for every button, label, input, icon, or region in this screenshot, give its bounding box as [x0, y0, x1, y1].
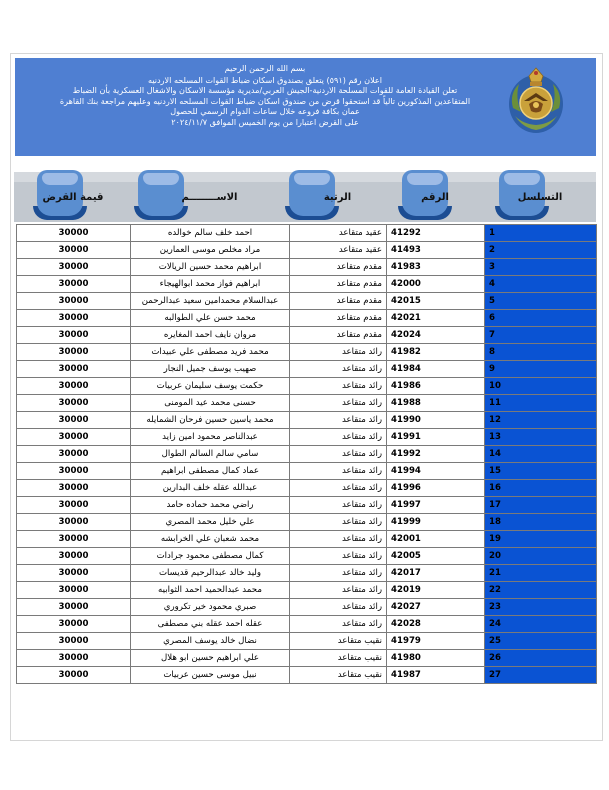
- number-cell: 41982: [387, 344, 485, 361]
- table-row: [17, 599, 597, 616]
- number-cell: 41980: [387, 650, 485, 667]
- sequence-cell: 11: [485, 395, 597, 412]
- rank-cell: رائد متقاعد: [290, 463, 387, 480]
- name-cell: محمد ياسين حسين فرحان الشمايله: [131, 412, 290, 429]
- name-cell: عبدالناصر محمود امين زايد: [131, 429, 290, 446]
- sequence-cell: 16: [485, 480, 597, 497]
- loan-amount-cell: 30000: [17, 650, 131, 667]
- table-row: [17, 633, 597, 650]
- rank-cell: مقدم متقاعد: [290, 327, 387, 344]
- loan-amount-cell: 30000: [17, 582, 131, 599]
- table-row: [17, 412, 597, 429]
- name-cell: ابراهيم محمد حسين الريالات: [131, 259, 290, 276]
- loan-amount-cell: 30000: [17, 633, 131, 650]
- rank-cell: نقيب متقاعد: [290, 667, 387, 684]
- loan-amount-cell: 30000: [17, 293, 131, 310]
- number-cell: 41493: [387, 242, 485, 259]
- number-cell: 41999: [387, 514, 485, 531]
- sequence-cell: 22: [485, 582, 597, 599]
- name-cell: نضال خالد يوسف المصري: [131, 633, 290, 650]
- announcement-line: على القرض اعتبارا من يوم الخميس الموافق ٢٠٢٤/١١/٧: [171, 116, 359, 127]
- sequence-cell: 10: [485, 378, 597, 395]
- rank-cell: رائد متقاعد: [290, 446, 387, 463]
- table-row: [17, 242, 597, 259]
- announcement-line: اعلان رقم (٥٩١) يتعلق بصندوق اسكان ضباط القوات المسلحه الاردنيه: [147, 74, 383, 85]
- table-row: [17, 497, 597, 514]
- number-cell: 41990: [387, 412, 485, 429]
- number-cell: 42028: [387, 616, 485, 633]
- table-row: [17, 480, 597, 497]
- sequence-cell: 3: [485, 259, 597, 276]
- rank-cell: رائد متقاعد: [290, 565, 387, 582]
- name-cell: احمد خلف سالم خوالده: [131, 225, 290, 242]
- table-row: [17, 565, 597, 582]
- table-row: [17, 667, 597, 684]
- rank-cell: رائد متقاعد: [290, 599, 387, 616]
- number-cell: 42024: [387, 327, 485, 344]
- number-cell: 42015: [387, 293, 485, 310]
- rank-cell: رائد متقاعد: [290, 480, 387, 497]
- name-cell: ابراهيم فواز محمد ابوالهيجاء: [131, 276, 290, 293]
- table-row: [17, 650, 597, 667]
- sequence-cell: 24: [485, 616, 597, 633]
- name-cell: علي خليل محمد المصري: [131, 514, 290, 531]
- sequence-cell: 27: [485, 667, 597, 684]
- loan-amount-cell: 30000: [17, 395, 131, 412]
- sequence-cell: 17: [485, 497, 597, 514]
- table-row: [17, 548, 597, 565]
- number-cell: 41986: [387, 378, 485, 395]
- rank-cell: نقيب متقاعد: [290, 633, 387, 650]
- name-cell: نبيل موسى حسين عربيات: [131, 667, 290, 684]
- header-sequence: التسلسل: [517, 192, 563, 203]
- header-loan: قيمة القرض: [42, 192, 104, 203]
- sequence-cell: 21: [485, 565, 597, 582]
- table-row: [17, 463, 597, 480]
- table-row: [17, 616, 597, 633]
- name-cell: محمد شعبان علي الخرابشه: [131, 531, 290, 548]
- rank-cell: مقدم متقاعد: [290, 276, 387, 293]
- loan-amount-cell: 30000: [17, 616, 131, 633]
- name-cell: حسنى محمد عيد المومنى: [131, 395, 290, 412]
- loan-amount-cell: 30000: [17, 242, 131, 259]
- rank-cell: عقيد متقاعد: [290, 242, 387, 259]
- rank-cell: رائد متقاعد: [290, 361, 387, 378]
- sequence-cell: 13: [485, 429, 597, 446]
- loan-amount-cell: 30000: [17, 412, 131, 429]
- name-cell: مراد مخلص موسى العمارين: [131, 242, 290, 259]
- header-rank: الرتبة: [323, 192, 352, 203]
- sequence-cell: 23: [485, 599, 597, 616]
- number-cell: 42017: [387, 565, 485, 582]
- announcement-line: المتقاعدين المذكورين تالياً قد استحقوا قرض من صندوق اسكان ضباط القوات المسلحه الاردنيه وعليهم مراجعة بنك القاهرة: [59, 95, 471, 106]
- table-row: [17, 327, 597, 344]
- loan-amount-cell: 30000: [17, 429, 131, 446]
- table-row: [17, 582, 597, 599]
- table-row: [17, 344, 597, 361]
- loan-amount-cell: 30000: [17, 548, 131, 565]
- rank-cell: رائد متقاعد: [290, 395, 387, 412]
- number-cell: 42000: [387, 276, 485, 293]
- table-row: [17, 378, 597, 395]
- number-cell: 41987: [387, 667, 485, 684]
- sequence-cell: 2: [485, 242, 597, 259]
- rank-cell: نقيب متقاعد: [290, 650, 387, 667]
- name-cell: حكمت يوسف سليمان عربيات: [131, 378, 290, 395]
- announcement-line: عمان بكافة فروعه خلال ساعات الدوام الرسمي للحصول: [170, 106, 360, 117]
- rank-cell: رائد متقاعد: [290, 378, 387, 395]
- sequence-cell: 7: [485, 327, 597, 344]
- name-cell: علي ابراهيم حسين ابو هلال: [131, 650, 290, 667]
- number-cell: 42005: [387, 548, 485, 565]
- jordan-armed-forces-emblem-icon: [505, 64, 567, 136]
- number-cell: 41991: [387, 429, 485, 446]
- sequence-cell: 12: [485, 412, 597, 429]
- number-cell: 42019: [387, 582, 485, 599]
- table-row: [17, 395, 597, 412]
- sequence-cell: 1: [485, 225, 597, 242]
- rank-cell: رائد متقاعد: [290, 548, 387, 565]
- name-cell: عبدالله عقله خلف البدارين: [131, 480, 290, 497]
- name-cell: صبري محمود خير تكروري: [131, 599, 290, 616]
- loan-amount-cell: 30000: [17, 344, 131, 361]
- header-name: الاســــــــم: [181, 192, 238, 203]
- loan-amount-cell: 30000: [17, 225, 131, 242]
- rank-cell: مقدم متقاعد: [290, 293, 387, 310]
- number-cell: 41997: [387, 497, 485, 514]
- loan-amount-cell: 30000: [17, 378, 131, 395]
- rank-cell: رائد متقاعد: [290, 497, 387, 514]
- sequence-cell: 20: [485, 548, 597, 565]
- loan-amount-cell: 30000: [17, 531, 131, 548]
- table-row: [17, 514, 597, 531]
- loan-amount-cell: 30000: [17, 259, 131, 276]
- loan-amount-cell: 30000: [17, 480, 131, 497]
- rank-cell: مقدم متقاعد: [290, 310, 387, 327]
- rank-cell: رائد متقاعد: [290, 344, 387, 361]
- announcement-line: تعلن القيادة العامة للقوات المسلحة الاردنية-الجيش العربي/مديرية مؤسسة الاسكان والاشغال العسكرية بأن الضباط: [72, 85, 458, 96]
- name-cell: مروان نايف احمد المغايره: [131, 327, 290, 344]
- name-cell: صهيب يوسف جميل النجار: [131, 361, 290, 378]
- number-cell: 42001: [387, 531, 485, 548]
- sequence-cell: 19: [485, 531, 597, 548]
- basmala: بسم الله الرحمن الرحيم: [224, 64, 306, 73]
- table-row: [17, 531, 597, 548]
- table-row: [17, 361, 597, 378]
- table-row: [17, 276, 597, 293]
- name-cell: عبدالسلام محمدامين سعيد عبدالرحمن: [131, 293, 290, 310]
- rank-cell: عقيد متقاعد: [290, 225, 387, 242]
- number-cell: 42021: [387, 310, 485, 327]
- rank-cell: رائد متقاعد: [290, 582, 387, 599]
- name-cell: محمد عبدالحميد احمد الثوابيه: [131, 582, 290, 599]
- table-row: [17, 259, 597, 276]
- rank-cell: مقدم متقاعد: [290, 259, 387, 276]
- loan-amount-cell: 30000: [17, 310, 131, 327]
- sequence-cell: 6: [485, 310, 597, 327]
- rank-cell: رائد متقاعد: [290, 616, 387, 633]
- name-cell: عماد كمال مصطفى ابراهيم: [131, 463, 290, 480]
- sequence-cell: 8: [485, 344, 597, 361]
- loan-amount-cell: 30000: [17, 565, 131, 582]
- sequence-cell: 9: [485, 361, 597, 378]
- rank-cell: رائد متقاعد: [290, 412, 387, 429]
- number-cell: 41994: [387, 463, 485, 480]
- loan-amount-cell: 30000: [17, 446, 131, 463]
- name-cell: سامي سالم السالم الطوال: [131, 446, 290, 463]
- number-cell: 41979: [387, 633, 485, 650]
- number-cell: 41988: [387, 395, 485, 412]
- sequence-cell: 15: [485, 463, 597, 480]
- number-cell: 41992: [387, 446, 485, 463]
- number-cell: 41984: [387, 361, 485, 378]
- announcement-text: [30, 58, 500, 156]
- sequence-cell: 14: [485, 446, 597, 463]
- sequence-cell: 18: [485, 514, 597, 531]
- loan-amount-cell: 30000: [17, 327, 131, 344]
- sequence-cell: 4: [485, 276, 597, 293]
- loan-amount-cell: 30000: [17, 514, 131, 531]
- loan-amount-cell: 30000: [17, 599, 131, 616]
- loan-amount-cell: 30000: [17, 497, 131, 514]
- name-cell: وليد خالد عبدالرحيم قديسات: [131, 565, 290, 582]
- name-cell: عقله احمد عقله بني مصطفى: [131, 616, 290, 633]
- number-cell: 42027: [387, 599, 485, 616]
- number-cell: 41996: [387, 480, 485, 497]
- loan-table: [16, 224, 597, 684]
- sequence-cell: 25: [485, 633, 597, 650]
- loan-amount-cell: 30000: [17, 463, 131, 480]
- sequence-cell: 5: [485, 293, 597, 310]
- table-row: [17, 310, 597, 327]
- rank-cell: رائد متقاعد: [290, 514, 387, 531]
- table-row: [17, 446, 597, 463]
- name-cell: راضي محمد حماده حامد: [131, 497, 290, 514]
- table-row: [17, 429, 597, 446]
- header-number: الرقم: [421, 192, 449, 203]
- rank-cell: رائد متقاعد: [290, 429, 387, 446]
- sequence-cell: 26: [485, 650, 597, 667]
- table-row: [17, 225, 597, 242]
- rank-cell: رائد متقاعد: [290, 531, 387, 548]
- loan-amount-cell: 30000: [17, 276, 131, 293]
- number-cell: 41983: [387, 259, 485, 276]
- loan-amount-cell: 30000: [17, 667, 131, 684]
- name-cell: محمد حسن علي الطوالبه: [131, 310, 290, 327]
- name-cell: محمد فريد مصطفى علي عبيدات: [131, 344, 290, 361]
- table-row: [17, 293, 597, 310]
- name-cell: كمال مصطفى محمود جرادات: [131, 548, 290, 565]
- number-cell: 41292: [387, 225, 485, 242]
- loan-amount-cell: 30000: [17, 361, 131, 378]
